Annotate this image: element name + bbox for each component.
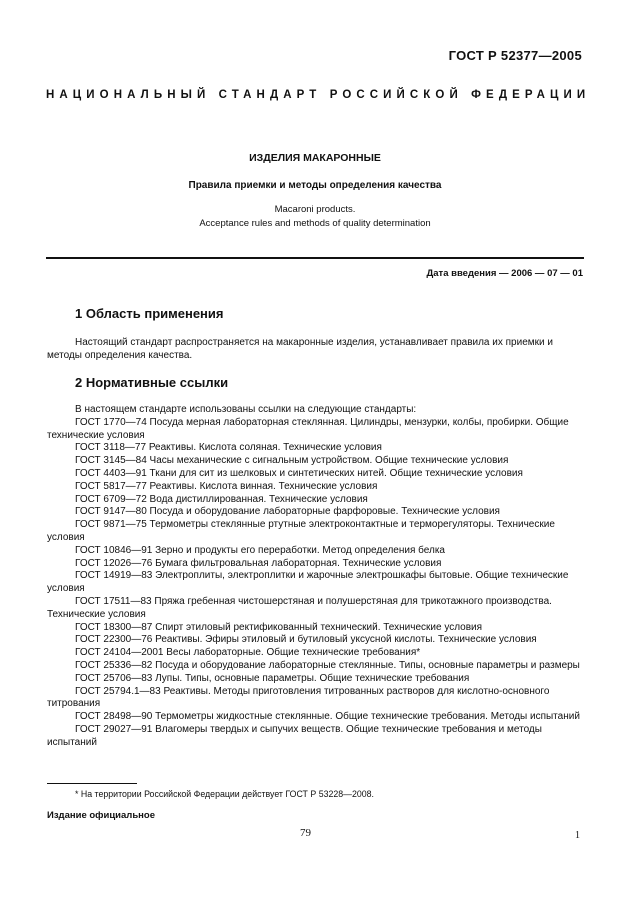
reference-item: ГОСТ 1770—74 Посуда мерная лабораторная стеклянная. Цилиндры, мензурки, колбы, пробирки. Общие технические условия	[47, 416, 569, 441]
section-1-text: Настоящий стандарт распространяется на макаронные изделия, устанавливает правила их приемки и методы определения качества.	[47, 337, 553, 361]
page-number: 1	[575, 830, 580, 841]
document-code: ГОСТ Р 52377—2005	[448, 48, 582, 63]
reference-item: ГОСТ 5817—77 Реактивы. Кислота винная. Технические условия	[75, 480, 378, 492]
reference-item: ГОСТ 24104—2001 Весы лабораторные. Общие технические требования*	[75, 647, 421, 659]
reference-item: ГОСТ 9871—75 Термометры стеклянные ртутные электроконтактные и терморегуляторы. Технические условия	[47, 519, 555, 543]
reference-item: ГОСТ 25706—83 Лупы. Типы, основные параметры. Общие технические требования	[75, 672, 470, 684]
section-1-heading: 1 Область применения	[75, 306, 224, 321]
reference-item: ГОСТ 12026—76 Бумага фильтровальная лабораторная. Технические условия	[75, 557, 442, 569]
introduction-date: Дата введения — 2006 — 07 — 01	[426, 268, 583, 279]
references-list	[47, 404, 585, 750]
reference-item: ГОСТ 6709—72 Вода дистиллированная. Технические условия	[75, 493, 368, 505]
page-number-scan: 79	[300, 827, 311, 839]
document-title: ИЗДЕЛИЯ МАКАРОННЫЕ	[249, 152, 381, 164]
title-divider	[46, 257, 584, 259]
reference-item: ГОСТ 9147—80 Посуда и оборудование лабораторные фарфоровые. Технические условия	[75, 506, 500, 518]
reference-item: ГОСТ 25794.1—83 Реактивы. Методы приготовления титрованных растворов для кислотно-основного титрования	[47, 685, 550, 710]
reference-item: ГОСТ 3145—84 Часы механические с сигнальным устройством. Общие технические условия	[75, 455, 509, 467]
footnote-divider	[47, 783, 137, 784]
reference-item: ГОСТ 29027—91 Влагомеры твердых и сыпучих веществ. Общие технические требования и методы испытаний	[47, 723, 542, 748]
english-title-line-2: Acceptance rules and methods of quality determination	[199, 218, 431, 229]
footnote: * На территории Российской Федерации действует ГОСТ Р 53228—2008.	[75, 789, 374, 799]
english-title-line-1: Macaroni products.	[274, 204, 356, 215]
english-title	[46, 203, 584, 231]
references-intro: В настоящем стандарте использованы ссылки на следующие стандарты:	[75, 404, 417, 415]
reference-item: ГОСТ 22300—76 Реактивы. Эфиры этиловый и бутиловый уксусной кислоты. Технические условия	[75, 634, 537, 646]
reference-item: ГОСТ 14919—83 Электроплиты, электроплитки и жарочные электрошкафы бытовые. Общие технические условия	[47, 570, 569, 595]
reference-item: ГОСТ 25336—82 Посуда и оборудование лабораторные стеклянные. Типы, основные параметры и размеры	[75, 659, 580, 671]
edition-label: Издание официальное	[47, 810, 155, 821]
section-2-heading: 2 Нормативные ссылки	[75, 375, 229, 390]
document-subtitle: Правила приемки и методы определения качества	[188, 180, 442, 191]
reference-item: ГОСТ 17511—83 Пряжа гребенная чистошерстяная и полушерстяная для трикотажного производства. Технические условия	[47, 595, 552, 620]
reference-item: ГОСТ 18300—87 Спирт этиловый ректификованный технический. Технические условия	[75, 621, 483, 633]
reference-item: ГОСТ 3118—77 Реактивы. Кислота соляная. Технические условия	[75, 442, 382, 454]
national-standard-banner: НАЦИОНАЛЬНЫЙ СТАНДАРТ РОССИЙСКОЙ ФЕДЕРАЦИИ	[46, 89, 591, 101]
reference-item: ГОСТ 4403—91 Ткани для сит из шелковых и синтетических нитей. Общие технические условия	[75, 467, 523, 479]
reference-item: ГОСТ 10846—91 Зерно и продукты его переработки. Метод определения белка	[75, 544, 445, 556]
reference-item: ГОСТ 28498—90 Термометры жидкостные стеклянные. Общие технические требования. Методы испытаний	[75, 711, 580, 723]
